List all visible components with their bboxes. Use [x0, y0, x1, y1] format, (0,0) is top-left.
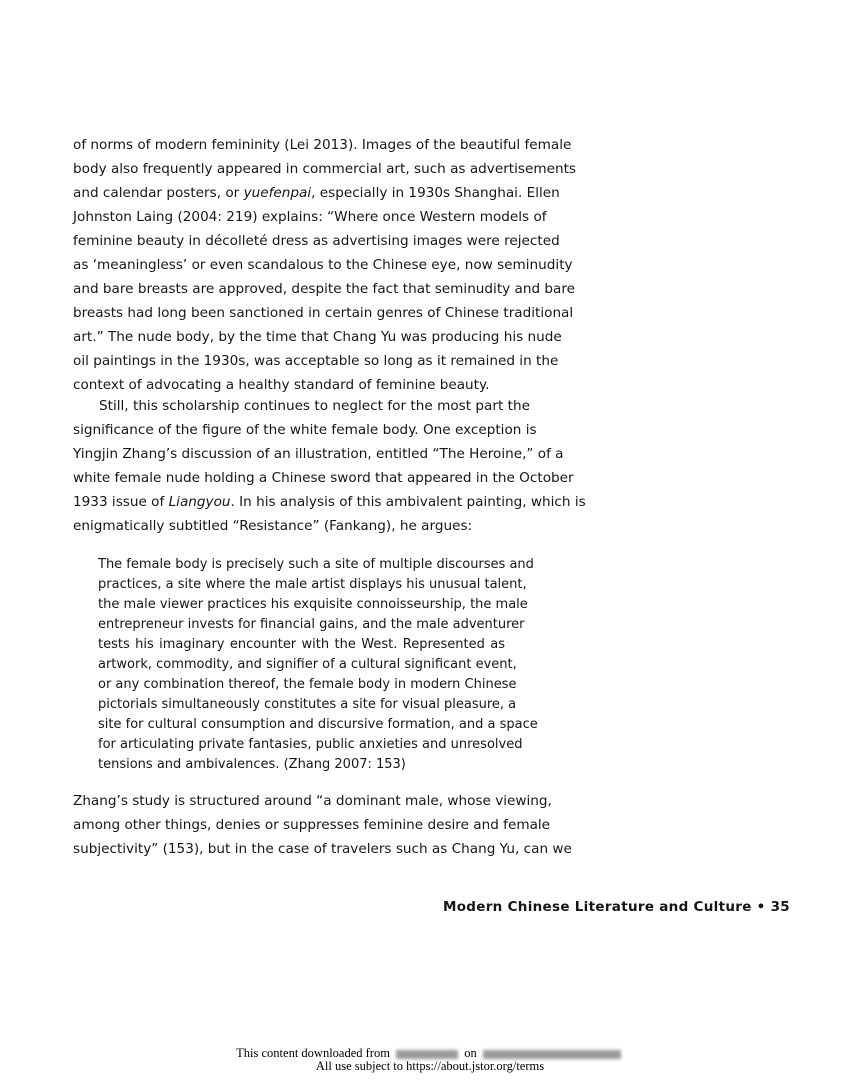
- text-line: white female nude holding a Chinese sword that appeared in the October: [73, 470, 574, 486]
- quote-line: site for cultural consumption and discursive formation, and a space: [98, 717, 538, 732]
- quote-line: for articulating private fantasies, public anxieties and unresolved: [98, 737, 523, 752]
- text-line: of norms of modern femininity (Lei 2013). Images of the beautiful female: [73, 137, 572, 153]
- text-line: subjectivity” (153), but in the case of travelers such as Chang Yu, can we: [73, 841, 572, 857]
- quote-line: or any combination thereof, the female body in modern Chinese: [98, 677, 517, 692]
- quote-line: tensions and ambivalences. (Zhang 2007: 153): [98, 757, 406, 772]
- text-line: Zhang’s study is structured around “a dominant male, whose viewing,: [73, 793, 552, 809]
- text-line: among other things, denies or suppresses feminine desire and female: [73, 817, 551, 833]
- block-quote: [98, 555, 538, 775]
- text-line: context of advocating a healthy standard of feminine beauty.: [73, 377, 490, 393]
- redacted-ip: [396, 1050, 458, 1059]
- text-line: enigmatically subtitled “Resistance” (Fankang), he argues:: [73, 518, 473, 534]
- quote-line: entrepreneur invests for financial gains, and the male adventurer: [98, 617, 525, 632]
- quote-line: practices, a site where the male artist displays his unusual talent,: [98, 577, 527, 592]
- quote-line: artwork, commodity, and signifier of a cultural significant event,: [98, 657, 517, 672]
- text-line: 1933 issue of Liangyou. In his analysis of this ambivalent painting, which is: [73, 494, 586, 510]
- text-line: and calendar posters, or yuefenpai, especially in 1930s Shanghai. Ellen: [73, 185, 560, 201]
- text-line: feminine beauty in décolleté dress as advertising images were rejected: [73, 233, 560, 249]
- text-line: oil paintings in the 1930s, was acceptable so long as it remained in the: [73, 353, 559, 369]
- text-line: Still, this scholarship continues to neglect for the most part the: [99, 398, 530, 414]
- text-line: Yingjin Zhang’s discussion of an illustration, entitled “The Heroine,” of a: [73, 446, 564, 462]
- running-footer: Modern Chinese Literature and Culture • 35: [442, 899, 790, 915]
- download-notice: [0, 1047, 860, 1073]
- quote-line: The female body is precisely such a site of multiple discourses and: [98, 557, 534, 572]
- text-line: significance of the figure of the white female body. One exception is: [73, 422, 537, 438]
- download-notice-line-1: This content downloaded from on: [0, 1047, 860, 1060]
- text-line: breasts had long been sanctioned in certain genres of Chinese traditional: [73, 305, 574, 321]
- download-notice-line-2: All use subject to https://about.jstor.org/terms: [315, 1059, 545, 1073]
- paragraph-3: [73, 789, 572, 861]
- paragraph-1: [73, 133, 576, 397]
- quote-line: the male viewer practices his exquisite connoisseurship, the male: [98, 597, 528, 612]
- text-line: as ‘meaningless’ or even scandalous to the Chinese eye, now seminudity: [73, 257, 573, 273]
- text-line: Johnston Laing (2004: 219) explains: “Where once Western models of: [73, 209, 547, 225]
- text-line: and bare breasts are approved, despite the fact that seminudity and bare: [73, 281, 576, 297]
- text-line: art.” The nude body, by the time that Chang Yu was producing his nude: [73, 329, 562, 345]
- redacted-timestamp: [483, 1050, 621, 1059]
- quote-line: pictorials simultaneously constitutes a site for visual pleasure, a: [98, 697, 517, 712]
- paragraph-2: [73, 394, 586, 538]
- text-line: body also frequently appeared in commercial art, such as advertisements: [73, 161, 576, 177]
- quote-line: tests his imaginary encounter with the West. Represented as: [98, 637, 505, 652]
